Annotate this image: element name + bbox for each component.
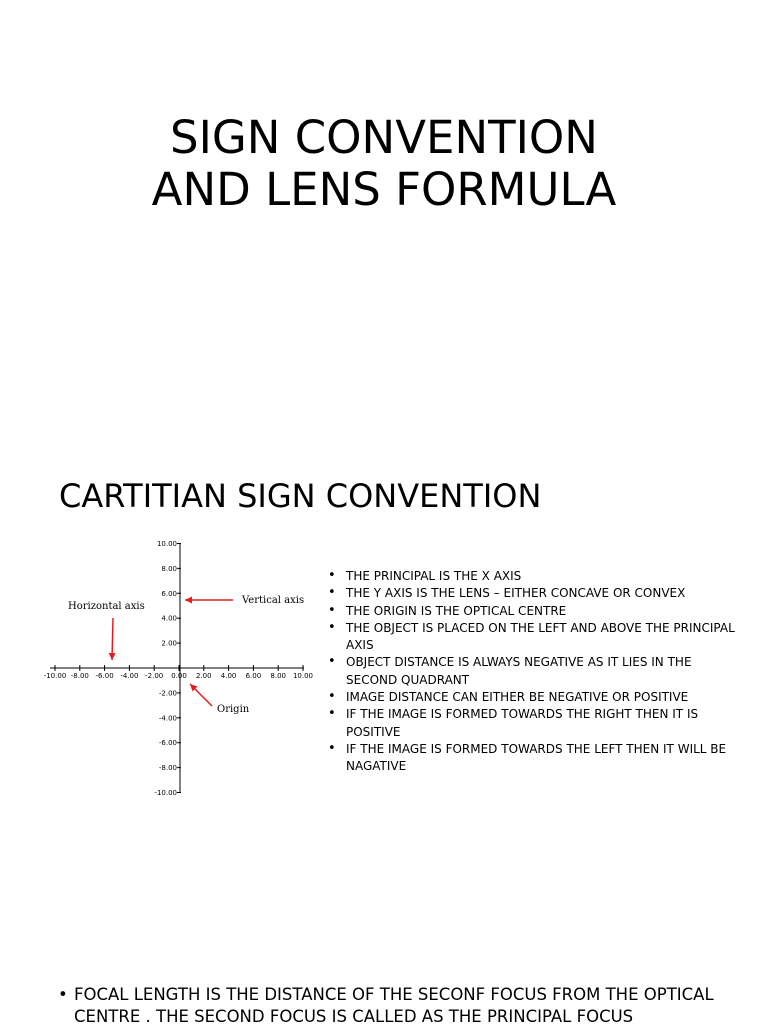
list-item: • OBJECT DISTANCE IS ALWAYS NEGATIVE AS IT LIES IN THE SECOND QUADRANT <box>328 654 738 689</box>
y-tick-label: -4.00 <box>158 714 177 723</box>
origin-label: Origin <box>217 704 250 715</box>
annotations <box>68 595 304 715</box>
x-tick-label: -10.00 <box>43 672 67 680</box>
x-tick-label: -8.00 <box>70 672 89 680</box>
section-heading: CARTITIAN SIGN CONVENTION <box>59 477 542 515</box>
list-item: • IMAGE DISTANCE CAN EITHER BE NEGATIVE OR POSITIVE <box>328 689 738 706</box>
x-tick-label: -4.00 <box>120 672 139 680</box>
focal-length-bullet-list <box>58 984 758 1028</box>
y-tick-label: -6.00 <box>158 739 177 748</box>
x-tick-label: 8.00 <box>270 672 286 680</box>
focal-length-bullet: • FOCAL LENGTH IS THE DISTANCE OF THE SECONF FOCUS FROM THE OPTICAL CENTRE . THE SECOND FOCUS IS CALLED AS THE PRINCIPAL FOCUS <box>58 984 758 1028</box>
y-tick-label: 2.00 <box>161 639 177 648</box>
list-item: • THE OBJECT IS PLACED ON THE LEFT AND ABOVE THE PRINCIPAL AXIS <box>328 620 738 655</box>
list-item: • THE ORIGIN IS THE OPTICAL CENTRE <box>328 603 738 620</box>
y-tick-label: 10.00 <box>156 540 177 548</box>
cartesian-axes-diagram <box>40 534 320 804</box>
y-tick-label: -8.00 <box>158 764 177 773</box>
list-item: • THE PRINCIPAL IS THE X AXIS <box>328 568 738 585</box>
convention-bullet-list <box>328 568 738 776</box>
y-tick-label: 6.00 <box>161 589 177 598</box>
y-tick-label: 4.00 <box>161 614 177 623</box>
list-item: • IF THE IMAGE IS FORMED TOWARDS THE LEFT THEN IT WILL BE NAGATIVE <box>328 741 738 776</box>
origin-arrow <box>190 684 212 706</box>
vertical-axis-arrow <box>185 597 233 604</box>
list-item: • IF THE IMAGE IS FORMED TOWARDS THE RIGHT THEN IT IS POSITIVE <box>328 706 738 741</box>
x-tick-label: 10.00 <box>292 672 314 680</box>
y-tick-label: -2.00 <box>158 689 177 698</box>
x-tick-label: 6.00 <box>245 672 262 680</box>
x-tick-label: -6.00 <box>95 672 114 680</box>
list-item: • THE Y AXIS IS THE LENS – EITHER CONCAVE OR CONVEX <box>328 585 738 602</box>
axes <box>50 543 304 793</box>
x-tick-label: 2.00 <box>196 672 212 680</box>
y-tick-label: -10.00 <box>154 789 177 797</box>
y-tick-label: 8.00 <box>161 564 177 573</box>
horizontal-axis-label: Horizontal axis <box>68 601 145 612</box>
x-tick-label: 0.00 <box>171 672 187 680</box>
slide-title-line-2: AND LENS FORMULA <box>151 163 617 216</box>
horizontal-axis-arrow <box>109 618 116 660</box>
slide-title-line-1: SIGN CONVENTION <box>170 111 598 164</box>
vertical-axis-label: Vertical axis <box>242 595 305 606</box>
x-tick-label: -2.00 <box>145 672 164 680</box>
slide-title <box>0 112 768 216</box>
x-tick-label: 4.00 <box>220 672 237 680</box>
